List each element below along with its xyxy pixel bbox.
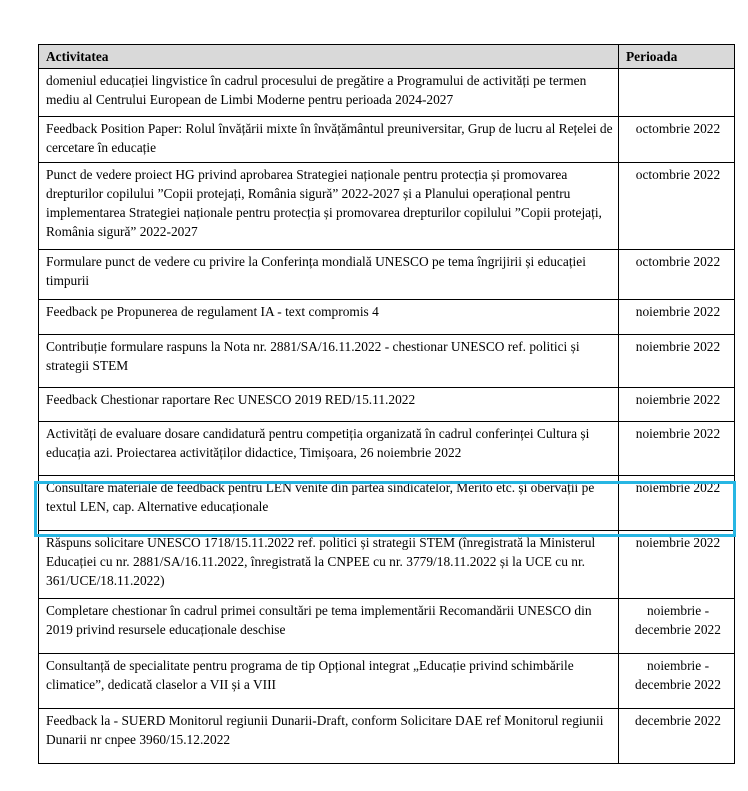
activity-cell: Feedback Chestionar raportare Rec UNESCO 2019 RED/15.11.2022 [39, 388, 619, 422]
table-row [39, 654, 735, 709]
period-cell: noiembrie 2022 [619, 300, 735, 335]
period-cell: noiembrie 2022 [619, 422, 735, 476]
table-row [39, 69, 735, 117]
activities-table [38, 44, 735, 764]
table-row [39, 117, 735, 163]
period-cell: noiembrie 2022 [619, 388, 735, 422]
header-period: Perioada [619, 45, 735, 69]
header-activity: Activitatea [39, 45, 619, 69]
table-row [39, 709, 735, 764]
activity-cell: Feedback la - SUERD Monitorul regiunii Dunarii-Draft, conform Solicitare DAE ref Monitorul regiunii Dunarii nr cnpee 3960/15.12.2022 [39, 709, 619, 764]
table-row [39, 476, 735, 531]
table-row [39, 388, 735, 422]
period-cell: noiembrie - decembrie 2022 [619, 654, 735, 709]
period-cell: noiembrie 2022 [619, 531, 735, 599]
activity-cell: Consultanță de specialitate pentru programa de tip Opțional integrat „Educație privind schimbările climatice”, dedicată claselor a VII și a VIII [39, 654, 619, 709]
activity-cell: Contribuție formulare raspuns la Nota nr. 2881/SA/16.11.2022 - chestionar UNESCO ref. politici și strategii STEM [39, 335, 619, 388]
activity-cell: Activități de evaluare dosare candidatură pentru competiția organizată în cadrul conferinței Cultura și educația azi. Proiectarea activităților didactice, Timișoara, 26 noiembrie 2022 [39, 422, 619, 476]
table-row [39, 300, 735, 335]
table-row [39, 250, 735, 300]
activity-cell: Feedback pe Propunerea de regulament IA - text compromis 4 [39, 300, 619, 335]
table-header-row [39, 45, 735, 69]
period-cell: noiembrie - decembrie 2022 [619, 599, 735, 654]
table-row [39, 531, 735, 599]
table-row [39, 422, 735, 476]
period-cell: noiembrie 2022 [619, 335, 735, 388]
period-cell: decembrie 2022 [619, 709, 735, 764]
period-cell: octombrie 2022 [619, 117, 735, 163]
table-row [39, 163, 735, 250]
activity-cell: Răspuns solicitare UNESCO 1718/15.11.2022 ref. politici și strategii STEM (înregistrată la Ministerul Educației cu nr. 2881/SA/16.11.2022, înregistrată la CNPEE cu nr. 3779/18.11.2022 și la UCE cu nr. 361/UCE/18.11.2022) [39, 531, 619, 599]
activity-cell: Consultare materiale de feedback pentru LEN venite din partea sindicatelor, Merito etc. și obervații pe textul LEN, cap. Alternative educaționale [39, 476, 619, 531]
activity-cell: domeniul educației lingvistice în cadrul procesului de pregătire a Programului de activități pe termen mediu al Centrului European de Limbi Moderne pentru perioada 2024-2027 [39, 69, 619, 117]
period-cell: noiembrie 2022 [619, 476, 735, 531]
period-cell [619, 69, 735, 117]
table-row [39, 335, 735, 388]
period-cell: octombrie 2022 [619, 250, 735, 300]
table-row [39, 599, 735, 654]
activity-cell: Feedback Position Paper: Rolul învățării mixte în învățământul preuniversitar, Grup de lucru al Rețelei de cercetare în educație [39, 117, 619, 163]
activity-cell: Formulare punct de vedere cu privire la Conferința mondială UNESCO pe tema îngrijirii și educației timpurii [39, 250, 619, 300]
activity-cell: Punct de vedere proiect HG privind aprobarea Strategiei naționale pentru protecția și promovarea drepturilor copilului ”Copii protejați, România sigură” 2022-2027 și a Planului operațional pentru implementarea Strategiei naționale pentru protecția și promovarea drepturilor copilului ”Copii protejați, România sigură” 2022-2027 [39, 163, 619, 250]
period-cell: octombrie 2022 [619, 163, 735, 250]
activity-cell: Completare chestionar în cadrul primei consultări pe tema implementării Recomandării UNESCO din 2019 privind resursele educaționale deschise [39, 599, 619, 654]
